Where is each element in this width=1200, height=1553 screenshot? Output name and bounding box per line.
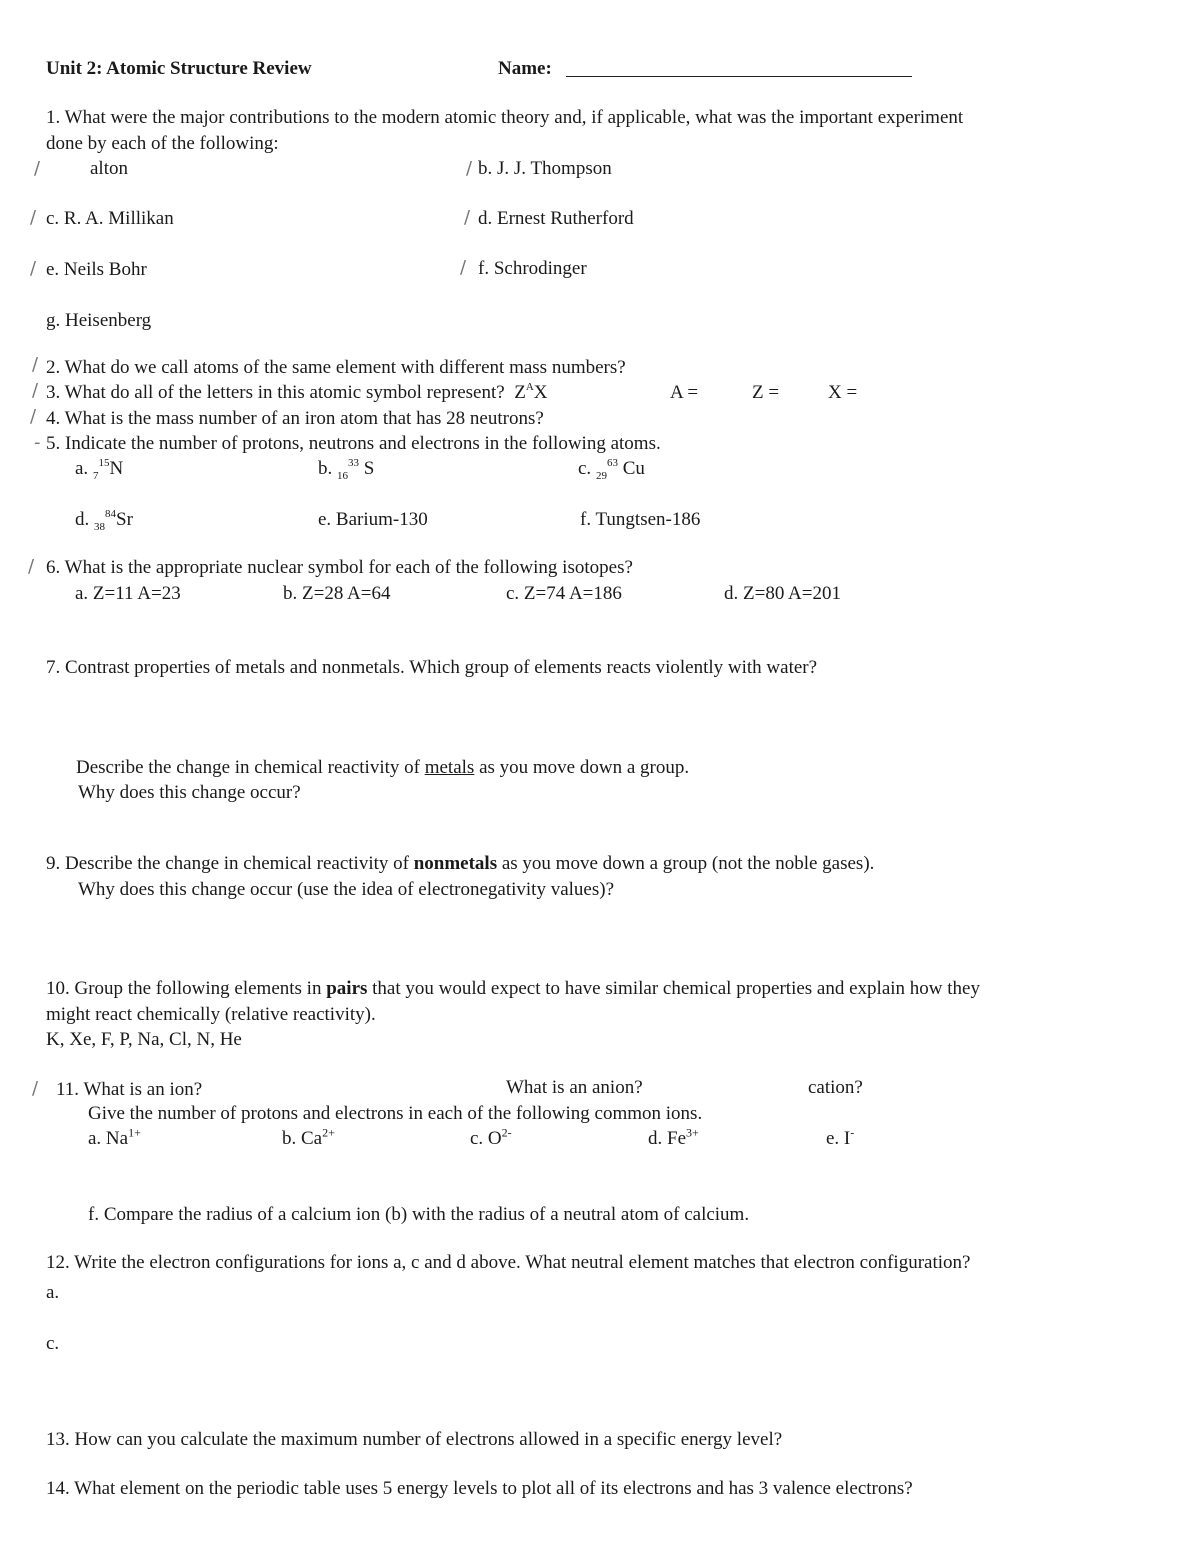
q8-line1: Describe the change in chemical reactivity of metals as you move down a group. xyxy=(76,757,690,778)
q12-a: a. xyxy=(46,1282,60,1303)
q12: 12. Write the electron configurations for ions a, c and d above. What neutral element matches that electron configuration? xyxy=(46,1252,971,1273)
name-blank-line xyxy=(566,76,912,77)
q14: 14. What element on the periodic table uses 5 energy levels to plot all of its electrons and has 3 valence electrons? xyxy=(46,1478,913,1499)
check-mark-icon: - xyxy=(34,432,41,453)
q10-line1: 10. Group the following elements in pairs that you would expect to have similar chemical properties and explain how they xyxy=(46,978,980,999)
q5-c: c. 2963 Cu xyxy=(578,457,645,482)
check-mark-icon: / xyxy=(32,1078,39,1099)
check-mark-icon: / xyxy=(464,207,471,228)
q1-f: f. Schrodinger xyxy=(478,258,587,279)
q6-c: c. Z=74 A=186 xyxy=(506,583,622,604)
q11-e: e. I- xyxy=(826,1125,855,1149)
check-mark-icon: / xyxy=(466,158,473,179)
q5-b: b. 1633 S xyxy=(318,457,375,482)
q4: 4. What is the mass number of an iron atom that has 28 neutrons? xyxy=(46,408,544,429)
q8-line2: Why does this change occur? xyxy=(78,782,301,803)
check-mark-icon: / xyxy=(30,258,37,279)
check-mark-icon: / xyxy=(28,556,35,577)
q11-d: d. $Fe^{3+}$ xyxy=(648,1125,699,1149)
q1-a: alton xyxy=(90,158,128,179)
q3-symbol: ZAX xyxy=(514,381,548,403)
q11-anion: What is an anion? xyxy=(506,1077,643,1098)
name-label: Name: xyxy=(498,58,552,79)
q5-d: d. 3884Sr xyxy=(75,508,133,533)
q1-line2: done by each of the following: xyxy=(46,133,279,154)
q10-line2: might react chemically (relative reactivity). xyxy=(46,1004,376,1025)
q6-d: d. Z=80 A=201 xyxy=(724,583,841,604)
q10-elements: K, Xe, F, P, Na, Cl, N, He xyxy=(46,1029,242,1050)
q3 xyxy=(46,383,548,402)
q6: 6. What is the appropriate nuclear symbol for each of the following isotopes? xyxy=(46,557,633,578)
q6-b: b. Z=28 A=64 xyxy=(283,583,391,604)
check-mark-icon: / xyxy=(34,158,41,179)
q5-a: a. 715N xyxy=(75,457,124,482)
check-mark-icon: / xyxy=(30,406,37,427)
q5: 5. Indicate the number of protons, neutrons and electrons in the following atoms. xyxy=(46,433,661,454)
q1-e: e. Neils Bohr xyxy=(46,259,147,280)
q9-line1: 9. Describe the change in chemical reactivity of nonmetals as you move down a group (not the noble gases). xyxy=(46,853,875,874)
q2: 2. What do we call atoms of the same element with different mass numbers? xyxy=(46,357,626,378)
q3-text: 3. What do all of the letters in this atomic symbol represent? xyxy=(46,382,505,403)
q5-e: e. Barium-130 xyxy=(318,509,428,530)
q11-a: a. $Na^{1+}$ xyxy=(88,1125,141,1149)
q11-b: b. $Ca^{2+}$ xyxy=(282,1125,335,1149)
q1-g: g. Heisenberg xyxy=(46,310,152,331)
q1-c: c. R. A. Millikan xyxy=(46,208,174,229)
q7: 7. Contrast properties of metals and nonmetals. Which group of elements reacts violently with water? xyxy=(46,657,818,678)
q11-ion: 11. What is an ion? xyxy=(56,1079,203,1100)
check-mark-icon: / xyxy=(30,207,37,228)
q6-a: a. Z=11 A=23 xyxy=(75,583,181,604)
worksheet-title: Unit 2: Atomic Structure Review xyxy=(46,58,312,79)
q3-z-label: Z = xyxy=(752,382,780,403)
q12-c: c. xyxy=(46,1333,60,1354)
q11-f: f. Compare the radius of a calcium ion (b) with the radius of a neutral atom of calcium. xyxy=(88,1204,750,1225)
q11-cation: cation? xyxy=(808,1077,863,1098)
q11-c: c. $O^{2-}$ xyxy=(470,1125,512,1149)
q13: 13. How can you calculate the maximum number of electrons allowed in a specific energy level? xyxy=(46,1429,783,1450)
q3-x-label: X = xyxy=(828,382,858,403)
q1-d: d. Ernest Rutherford xyxy=(478,208,634,229)
q9-line2: Why does this change occur (use the idea of electronegativity values)? xyxy=(78,879,615,900)
check-mark-icon: / xyxy=(460,257,467,278)
q3-a-label: A = xyxy=(670,382,699,403)
q1-b: b. J. J. Thompson xyxy=(478,158,612,179)
check-mark-icon: / xyxy=(32,380,39,401)
q1-line1: 1. What were the major contributions to the modern atomic theory and, if applicable, what was the important experiment xyxy=(46,107,964,128)
q5-f: f. Tungtsen-186 xyxy=(580,509,701,530)
check-mark-icon: / xyxy=(32,354,39,375)
q11-give: Give the number of protons and electrons in each of the following common ions. xyxy=(88,1103,703,1124)
